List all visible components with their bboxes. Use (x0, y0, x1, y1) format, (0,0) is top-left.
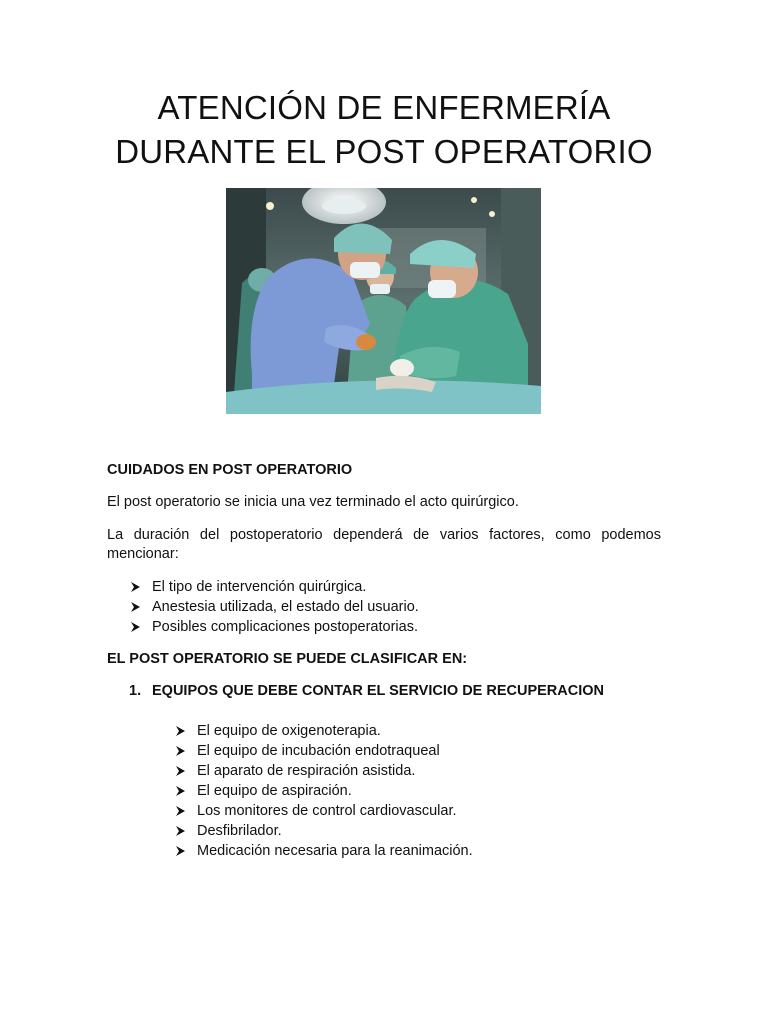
title-line-2: DURANTE EL POST OPERATORIO (115, 133, 653, 170)
surgery-photo (226, 188, 541, 414)
arrow-bullet-icon (175, 781, 189, 801)
equipment-list (175, 721, 473, 861)
arrow-bullet-icon (130, 577, 144, 597)
factors-list (130, 577, 419, 637)
page-title (0, 86, 768, 174)
title-line-1: ATENCIÓN DE ENFERMERÍA (157, 89, 611, 126)
section-heading-cuidados: CUIDADOS EN POST OPERATORIO (107, 462, 353, 478)
list-item: El equipo de incubación endotraqueal (175, 741, 473, 761)
arrow-bullet-icon (130, 617, 144, 637)
section-heading-clasificar: EL POST OPERATORIO SE PUEDE CLASIFICAR EN: (107, 651, 468, 667)
list-item: El equipo de oxigenoterapia. (175, 721, 473, 741)
arrow-bullet-icon (175, 801, 189, 821)
list-item: Los monitores de control cardiovascular. (175, 801, 473, 821)
list-item: El equipo de aspiración. (175, 781, 473, 801)
paragraph-duracion: La duración del postoperatorio dependerá de varios factores, como podemos mencionar: (107, 527, 661, 562)
numbered-item-equipos (129, 682, 604, 701)
arrow-bullet-icon (175, 741, 189, 761)
arrow-bullet-icon (175, 841, 189, 861)
item-label: EQUIPOS QUE DEBE CONTAR EL SERVICIO DE RECUPERACION (152, 683, 604, 699)
list-item: Anestesia utilizada, el estado del usuario. (130, 597, 419, 617)
arrow-bullet-icon (175, 761, 189, 781)
arrow-bullet-icon (175, 721, 189, 741)
list-item: El aparato de respiración asistida. (175, 761, 473, 781)
list-item: Medicación necesaria para la reanimación. (175, 841, 473, 861)
item-number: 1. (129, 683, 142, 699)
arrow-bullet-icon (130, 597, 144, 617)
list-item: El tipo de intervención quirúrgica. (130, 577, 419, 597)
arrow-bullet-icon (175, 821, 189, 841)
list-item: Desfibrilador. (175, 821, 473, 841)
paragraph-inicio: El post operatorio se inicia una vez terminado el acto quirúrgico. (107, 494, 519, 510)
list-item: Posibles complicaciones postoperatorias. (130, 617, 419, 637)
